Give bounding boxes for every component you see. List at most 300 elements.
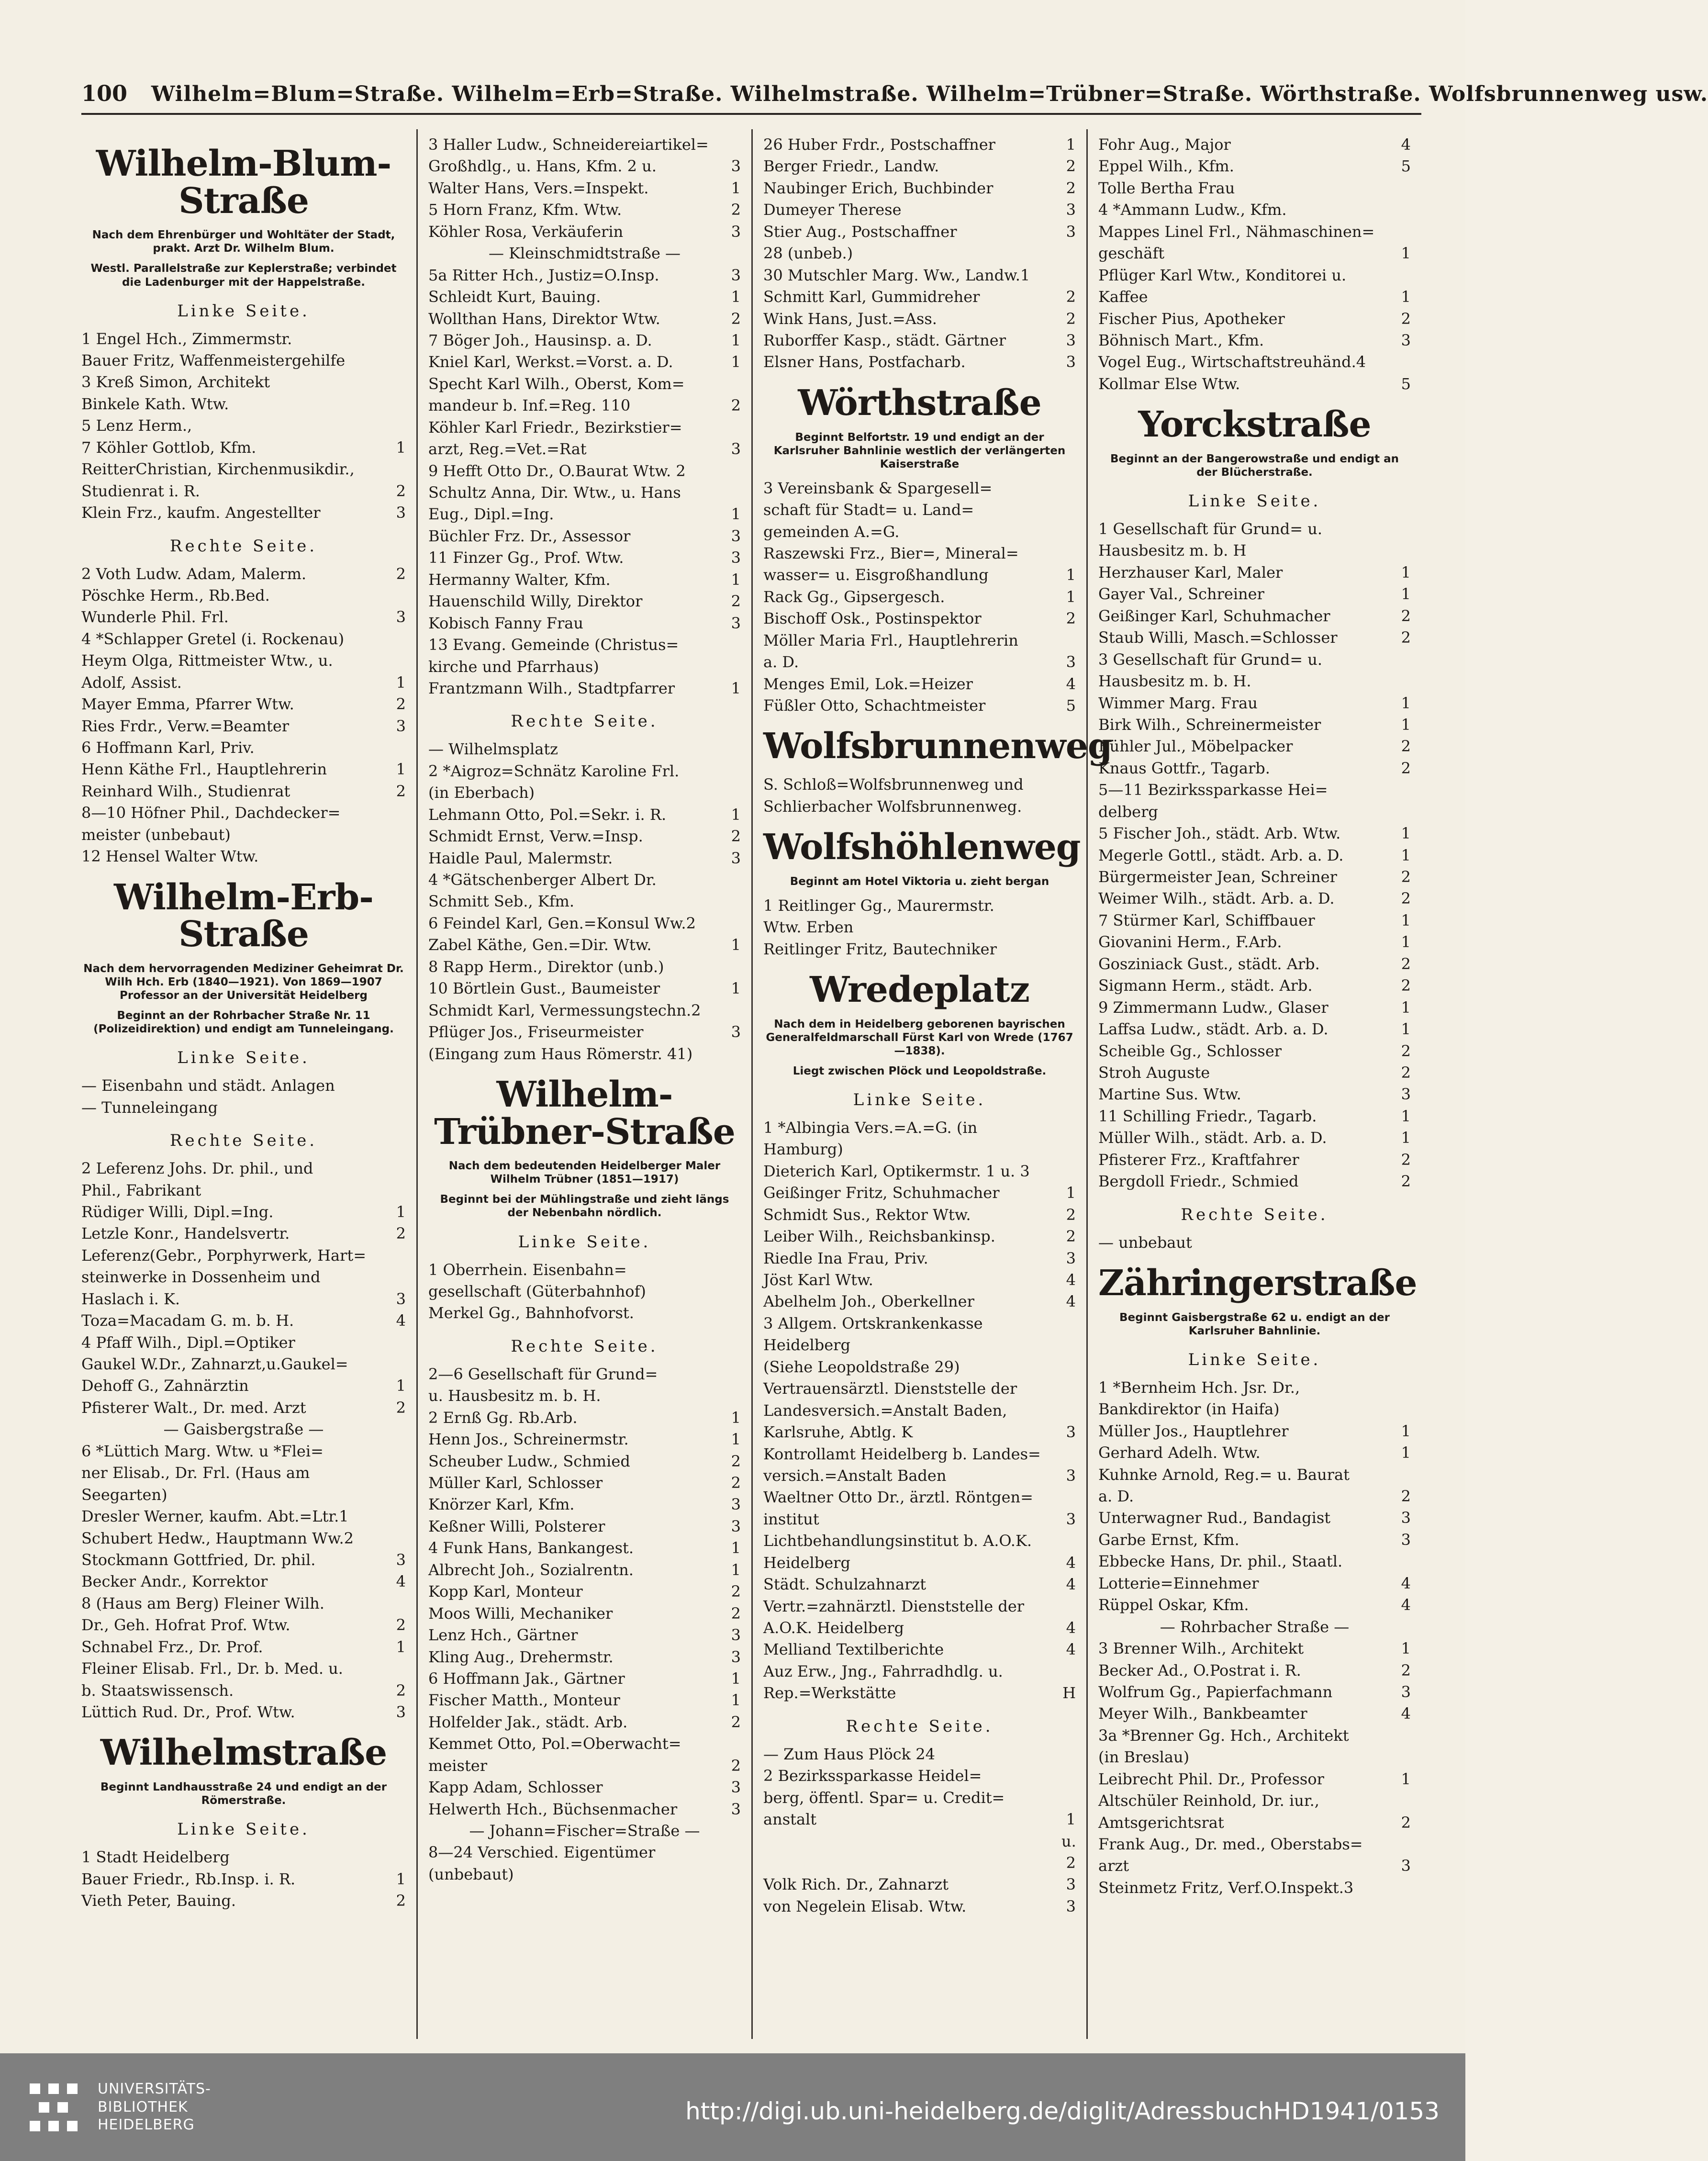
resident-entry [81,1869,406,1890]
resident-entry [763,695,1076,717]
street-description: Beginnt Landhausstraße 24 und endigt an der Römerstraße. [100,1781,387,1807]
resident-entry [763,1248,1076,1269]
floor-number: 3 [1066,1423,1076,1442]
floor-number: 1 [731,1691,741,1710]
side-heading: Rechte Seite. [169,536,318,556]
resident-text: Mayer Emma, Pfarrer Wtw. [81,695,294,714]
resident-entry [1098,1171,1411,1192]
floor-number: 2 [731,1713,741,1731]
floor-number: 3 [396,1703,406,1722]
resident-entry [428,978,741,999]
resident-entry [1098,605,1411,627]
resident-text: Bischoff Osk., Postinspektor [763,609,982,628]
resident-entry [1098,953,1411,975]
directory-line: Wtw. Erben [763,918,854,937]
resident-text: Hauenschild Willy, Direktor [428,592,643,611]
floor-number: 3 [1066,331,1076,349]
floor-number: 2 [1401,954,1411,973]
resident-text: Kniel Karl, Werkst.=Vorst. a. D. [428,353,673,371]
floor-number: 1 [731,288,741,306]
resident-text: Scheuber Ludw., Schmied [428,1452,630,1470]
resident-text: Henn Jos., Schreinermstr. [428,1430,629,1449]
floor-number: 3 [731,1800,741,1818]
directory-line: Dieterich Karl, Optikermstr. 1 u. 3 [763,1162,1030,1180]
resident-entry [428,1559,741,1581]
resident-text: Städt. Schulzahnarzt [763,1575,927,1594]
directory-line: Frank Aug., Dr. med., Oberstabs= [1098,1835,1363,1853]
resident-text: Kopp Karl, Monteur [428,1582,583,1601]
resident-text: Wink Hans, Just.=Ass. [763,309,937,328]
directory-line: Landesversich.=Anstalt Baden, [763,1401,1007,1420]
running-title: Wilhelm=Blum=Straße. Wilhelm=Erb=Straße. Wilhelmstraße. Wilhelm=Trübner=Straße. Wörthstraße. Wolfsbrunnenweg usw. [151,82,1708,106]
directory-line: 6 Hoffmann Karl, Priv. [81,739,255,757]
resident-entry [1098,1442,1411,1464]
resident-text: Müller Karl, Schlosser [428,1474,603,1492]
university-library-logo-icon [25,2079,82,2136]
directory-line: kirche und Pfarrhaus) [428,657,599,676]
resident-text: Bergdoll Friedr., Schmied [1098,1172,1299,1191]
resident-text: arzt [1098,1857,1129,1875]
directory-line: 3 Kreß Simon, Architekt [81,373,270,392]
side-heading: Rechte Seite. [169,1131,318,1151]
directory-line: 5—11 Bezirkssparkasse Hei= [1098,781,1328,799]
floor-number: 4 [1401,1574,1411,1592]
resident-text: Kaffee [1098,288,1148,306]
street-description: Beginnt bei der Mühlingstraße und zieht längs der Nebenbahn nördlich. [440,1193,729,1220]
resident-entry [428,178,741,199]
resident-text: Megerle Gottl., städt. Arb. a. D. [1098,846,1344,864]
resident-text: 5 Horn Franz, Kfm. Wtw. [428,201,622,219]
resident-entry [428,265,741,286]
floor-number: 2 [731,309,741,328]
street-description: Beginnt Gaisbergstraße 62 u. endigt an der Karlsruher Bahnlinie. [1119,1311,1390,1337]
resident-text: 9 Zimmermann Ludw., Glaser [1098,998,1328,1017]
resident-entry [81,759,406,780]
directory-line: 9 Hefft Otto Dr., O.Baurat Wtw. 2 [428,461,686,480]
floor-number: 1 [731,505,741,524]
floor-number: 2 [1066,309,1076,328]
resident-text: Helwerth Hch., Büchsenmacher [428,1800,678,1818]
resident-entry [763,1896,1076,1917]
floor-number: 1 [731,1430,741,1449]
resident-entry [763,1226,1076,1247]
resident-text: Letzle Konr., Handelsvertr. [81,1224,290,1243]
directory-line: Reitlinger Fritz, Bautechniker [763,940,997,958]
floor-number: 1 [731,331,741,349]
resident-text: Toza=Macadam G. m. b. H. [81,1311,294,1330]
resident-text: versich.=Anstalt Baden [763,1466,947,1485]
street-description: Nach dem in Heidelberg geborenen bayrischen Generalfeldmarschall Fürst Karl von Wrede (1767—1838). [766,1018,1073,1057]
directory-line: 6 Feindel Karl, Gen.=Konsul Ww.2 [428,914,696,932]
directory-line: Phil., Fabrikant [81,1181,201,1199]
floor-number: 1 [731,936,741,954]
floor-number: 3 [1401,1085,1411,1104]
floor-number: 1 [1401,715,1411,734]
resident-entry [1098,1127,1411,1149]
directory-line: Waeltner Otto Dr., ärztl. Röntgen= [763,1488,1033,1507]
street-description: Beginnt an der Bangerowstraße und endigt an der Blücherstraße. [1110,452,1399,479]
resident-text: Weimer Wilh., städt. Arb. a. D. [1098,889,1335,908]
floor-number: 3 [731,157,741,176]
floor-number: 1 [1401,1422,1411,1440]
floor-number: 3 [1066,1897,1076,1915]
resident-text: Reinhard Wilh., Studienrat [81,782,290,800]
resident-text: 7 Köhler Gottlob, Kfm. [81,438,257,457]
resident-entry [763,1182,1076,1204]
resident-entry [1098,1421,1411,1442]
street-heading: Yorckstraße [1138,404,1371,446]
directory-line: berg, öffentl. Spar= u. Credit= [763,1788,1005,1807]
directory-line: Vertr.=zahnärztl. Dienststelle der [763,1597,1025,1615]
floor-number: 3 [731,222,741,241]
resident-text: Birk Wilh., Schreinermeister [1098,715,1321,734]
resident-entry [81,1201,406,1223]
resident-text: 2 Ernß Gg. Rb.Arb. [428,1408,578,1427]
floor-number: 2 [731,592,741,611]
resident-text: Büchler Frz. Dr., Assessor [428,526,631,545]
resident-text: 26 Huber Frdr., Postschaffner [763,135,995,154]
resident-text: Rüdiger Willi, Dipl.=Ing. [81,1202,274,1221]
resident-entry [1098,931,1411,953]
resident-entry [81,1636,406,1658]
resident-entry [1098,308,1411,330]
resident-entry [763,1465,1076,1487]
floor-number: 4 [396,1572,406,1591]
resident-text: Dumeyer Therese [763,201,902,219]
floor-number: 1 [1401,846,1411,864]
resident-entry [81,1397,406,1419]
resident-text: 11 Finzer Gg., Prof. Wtw. [428,549,624,567]
directory-line: 3 Haller Ludw., Schneidereiartikel= [428,135,709,154]
directory-line: ReitterChristian, Kirchenmusikdir., [81,460,355,479]
resident-text: Moos Willi, Mechaniker [428,1604,613,1623]
floor-number: 2 [396,1892,406,1910]
resident-text: Holfelder Jak., städt. Arb. [428,1713,628,1731]
floor-number: 1 [1401,824,1411,843]
resident-entry [428,395,741,416]
resident-text: Böhnisch Mart., Kfm. [1098,331,1264,349]
directory-line: Heym Olga, Rittmeister Wtw., u. [81,651,333,670]
resident-text: 5 Fischer Joh., städt. Arb. Wtw. [1098,824,1341,843]
floor-number: 4 [1066,1619,1076,1637]
directory-line: 4 *Ammann Ludw., Kfm. [1098,201,1287,219]
directory-line: (in Breslau) [1098,1748,1190,1767]
floor-number: 2 [731,1756,741,1775]
resident-text: Laffsa Ludw., städt. Arb. a. D. [1098,1020,1328,1039]
floor-number: 1 [731,1539,741,1557]
floor-number: 2 [396,1681,406,1700]
resident-entry [428,826,741,847]
floor-number: 1 [1401,694,1411,712]
resident-text: Wunderle Phil. Frl. [81,608,229,627]
directory-line: Mappes Linel Frl., Nähmaschinen= [1098,222,1375,241]
floor-number: 3 [1401,1530,1411,1549]
directory-line: Merkel Gg., Bahnhofvorst. [428,1304,634,1322]
directory-line: 1 Stadt Heidelberg [81,1848,230,1867]
floor-number: 1 [1401,585,1411,604]
directory-line: Bauer Fritz, Waffenmeistergehilfe [81,351,346,369]
floor-number: H [1062,1684,1076,1702]
side-heading: Linke Seite. [518,1232,651,1252]
side-heading: Linke Seite. [177,1048,310,1068]
resident-entry [1098,1486,1411,1507]
directory-line: 1 *Bernheim Hch. Jsr. Dr., [1098,1378,1300,1397]
resident-entry [763,1809,1076,1874]
resident-text: Knörzer Karl, Kfm. [428,1495,575,1514]
resident-text: Studienrat i. R. [81,481,200,500]
resident-text: a. D. [763,653,799,672]
resident-text: b. Staatswissensch. [81,1681,234,1700]
floor-number: 1 [1401,1129,1411,1147]
resident-entry [1098,823,1411,844]
directory-line: Vertrauensärztl. Dienststelle der [763,1379,1017,1398]
resident-text: Melliand Textilberichte [763,1640,944,1659]
resident-text: Knaus Gottfr., Tagarb. [1098,759,1270,777]
resident-entry [1098,1855,1411,1877]
resident-text: Stier Aug., Postschaffner [763,222,957,241]
resident-entry [81,694,406,715]
directory-line: Kuhnke Arnold, Reg.= u. Baurat [1098,1465,1350,1484]
resident-entry [428,1451,741,1472]
resident-text: 11 Schilling Friedr., Tagarb. [1098,1107,1317,1125]
resident-text: Gerhard Adelh. Wtw. [1098,1444,1261,1462]
floor-number: 1 [1401,1639,1411,1658]
floor-number: 4 [396,1311,406,1330]
floor-number: 3 [1401,331,1411,349]
resident-entry [428,1624,741,1646]
resident-entry [763,1574,1076,1595]
floor-number: 1 [731,353,741,371]
resident-entry [763,1552,1076,1574]
side-heading: Rechte Seite. [1181,1205,1328,1224]
resident-entry [1098,866,1411,888]
floor-number: 1 [396,1870,406,1888]
resident-entry [81,563,406,585]
resident-entry [1098,1041,1411,1062]
directory-line: (in Eberbach) [428,784,535,802]
resident-text: Zabel Käthe, Gen.=Dir. Wtw. [428,936,652,954]
floor-number: 2 [1066,157,1076,176]
resident-entry [428,221,741,243]
resident-entry [763,178,1076,199]
directory-line: Heidelberg [763,1336,850,1355]
resident-text: Leibrecht Phil. Dr., Professor [1098,1769,1324,1788]
resident-entry [1098,1062,1411,1084]
resident-entry [81,716,406,737]
directory-line: 8 (Haus am Berg) Fleiner Wilh. [81,1594,324,1612]
resident-entry [81,1890,406,1912]
institution-name [98,2080,211,2134]
resident-text: 5a Ritter Hch., Justiz=O.Insp. [428,266,659,284]
floor-number: 2 [1401,309,1411,328]
resident-entry [1098,845,1411,866]
directory-line: Seegarten) [81,1485,167,1504]
floor-number: 2 [396,1224,406,1243]
floor-number: 3 [1066,201,1076,219]
floor-number: 3 [731,440,741,459]
resident-text: 7 Stürmer Karl, Schiffbauer [1098,911,1315,929]
resident-entry [81,1680,406,1702]
resident-text: Gosziniack Gust., städt. Arb. [1098,954,1320,973]
resident-entry [81,1288,406,1310]
resident-text: Großhdlg., u. Hans, Kfm. 2 u. [428,157,657,176]
street-heading: Wredeplatz [810,969,1029,1011]
floor-number: 3 [1066,1875,1076,1894]
floor-number: 1 [1401,998,1411,1017]
directory-line: Pflüger Karl Wtw., Konditorei u. [1098,266,1347,284]
resident-text: Menges Emil, Lok.=Heizer [763,674,973,693]
resident-text: Geißinger Karl, Schuhmacher [1098,606,1330,625]
resident-entry [428,1407,741,1429]
directory-line: 1 Engel Hch., Zimmermstr. [81,329,292,348]
resident-text: Adolf, Assist. [81,673,182,692]
resident-entry [428,613,741,634]
resident-text: Volk Rich. Dr., Zahnarzt [763,1875,949,1894]
side-heading: Rechte Seite. [511,1336,659,1356]
directory-line: 3 Gesellschaft für Grund= u. [1098,650,1323,669]
directory-line: Hausbesitz m. b. H [1098,541,1247,560]
side-heading: Linke Seite. [177,301,310,321]
floor-number: 4 [1066,1640,1076,1659]
resident-text: Pfisterer Frz., Kraftfahrer [1098,1150,1299,1169]
floor-number: 2 [396,782,406,800]
street-description: Nach dem bedeutenden Heidelberger Maler Wilhelm Trübner (1851—1917) [448,1160,721,1186]
street-heading: Wolfsbrunnenweg [763,726,1112,767]
resident-text: Frantzmann Wilh., Stadtpfarrer [428,679,675,697]
resident-entry [428,547,741,569]
resident-text: Meyer Wilh., Bankbeamter [1098,1704,1307,1723]
floor-number: 1 [1401,1107,1411,1125]
resident-entry [428,1668,741,1690]
street-description: Beginnt am Hotel Viktoria u. zieht bergan [790,875,1049,888]
resident-text: 6 Hoffmann Jak., Gärtner [428,1669,625,1688]
resident-text: Staub Willi, Masch.=Schlosser [1098,628,1338,647]
institution-line-1: UNIVERSITÄTS- [98,2081,211,2098]
column-2 [416,129,751,2039]
floor-number: 1 [731,1560,741,1579]
resident-entry [428,591,741,612]
resident-entry [763,1291,1076,1312]
resident-text: Füßler Otto, Schachtmeister [763,696,986,715]
street-heading: Wilhelmstraße [100,1732,387,1774]
directory-line: 4 *Gätschenberger Albert Dr. [428,871,657,889]
directory-line: 6 *Lüttich Marg. Wtw. u *Flei= [81,1442,324,1460]
street-description: Beginnt an der Rohrbacher Straße Nr. 11 (Polizeidirektion) und endigt am Tunneleingang. [93,1009,394,1036]
resident-entry [428,330,741,351]
floor-number: 1 [396,1377,406,1395]
resident-entry [1098,1660,1411,1681]
floor-number: 3 [1066,353,1076,371]
floor-number: 1 [1066,566,1076,584]
directory-line: — unbebaut [1098,1233,1192,1252]
resident-text: Kollmar Else Wtw. [1098,374,1240,393]
resident-text: Henn Käthe Frl., Hauptlehrerin [81,760,327,779]
resident-text: Unterwagner Rud., Bandagist [1098,1509,1331,1527]
resident-entry [81,481,406,502]
document-url-link[interactable]: http://digi.ub.uni-heidelberg.de/diglit/AdressbuchHD1941/0153 [685,2097,1440,2125]
resident-text: Lenz Hch., Gärtner [428,1626,578,1645]
directory-line: (unbebaut) [428,1865,514,1883]
resident-entry [1098,156,1411,177]
resident-text: 3 Brenner Wilh., Architekt [1098,1639,1304,1658]
resident-entry [1098,286,1411,308]
resident-text: Wolfrum Gg., Papierfachmann [1098,1682,1333,1701]
resident-text: Lehmann Otto, Pol.=Sekr. i. R. [428,805,667,824]
floor-number: 2 [396,481,406,500]
resident-text: Schmidt Sus., Rektor Wtw. [763,1205,971,1224]
floor-number: 2 [1401,1041,1411,1060]
resident-entry [428,804,741,826]
resident-entry [428,308,741,330]
resident-text: Becker Ad., O.Postrat i. R. [1098,1661,1301,1680]
column-4 [1086,129,1421,2039]
directory-line: Leferenz(Gebr., Porphyrwerk, Hart= [81,1246,367,1265]
directory-line: 4 Pfaff Wilh., Dipl.=Optiker [81,1333,295,1352]
floor-number: 1 [1401,244,1411,263]
directory-line: Kemmet Otto, Pol.=Oberwacht= [428,1735,681,1753]
side-heading: Linke Seite. [853,1090,986,1109]
side-heading: Linke Seite. [1188,1350,1321,1369]
floor-number: 3 [1066,1249,1076,1267]
resident-entry [763,199,1076,221]
floor-number: 3 [731,614,741,632]
column-3 [751,129,1112,2039]
resident-entry [81,1375,406,1397]
resident-entry [428,1494,741,1515]
resident-text: Haidle Paul, Malermstr. [428,849,613,867]
floor-number: 1 [731,570,741,589]
resident-text: wasser= u. Eisgroßhandlung [763,566,989,584]
resident-text: Schmidt Ernst, Verw.=Insp. [428,827,643,846]
resident-text: Dr., Geh. Hofrat Prof. Wtw. [81,1616,290,1635]
floor-number: 1 [1066,1184,1076,1202]
floor-number: 3 [731,526,741,545]
directory-line: Schmidt Karl, Vermessungstechn.2 [428,1001,701,1019]
resident-entry [428,1516,741,1537]
floor-number: 2 [396,1398,406,1417]
directory-line: 2 Bezirkssparkasse Heidel= [763,1767,982,1785]
resident-entry [81,672,406,694]
resident-text: Albrecht Joh., Sozialrentn. [428,1560,634,1579]
resident-text: institut [763,1510,819,1528]
resident-text: Rep.=Werkstätte [763,1684,896,1702]
directory-line: 5 Lenz Herm., [81,416,192,435]
resident-text: Naubinger Erich, Buchbinder [763,179,994,197]
resident-entry [1098,975,1411,997]
floor-number: 1 [1401,1020,1411,1039]
resident-text: Dehoff G., Zahnärztin [81,1377,249,1395]
directory-line: Fleiner Elisab. Frl., Dr. b. Med. u. [81,1659,343,1678]
resident-entry [763,564,1076,586]
directory-line: gesellschaft (Güterbahnhof) [428,1282,646,1300]
resident-text: von Negelein Elisab. Wtw. [763,1897,967,1915]
street-heading: Zähringerstraße [1098,1263,1417,1304]
floor-number: 2 [1401,889,1411,908]
resident-text: Berger Friedr., Landw. [763,157,939,176]
street-description: Nach dem hervorragenden Mediziner Geheimrat Dr. Wilh Hch. Erb (1840—1921). Von 1869—1907 Professor an der Universität Heidelberg [83,963,404,1002]
directory-line: 2 Leferenz Johs. Dr. phil., und [81,1159,313,1178]
resident-text: Rack Gg., Gipsergesch. [763,587,945,606]
resident-text: Heidelberg [763,1553,850,1572]
floor-number: 2 [731,1474,741,1492]
directory-line: — Wilhelmsplatz [428,740,558,759]
directory-line: Specht Karl Wilh., Oberst, Kom= [428,374,685,393]
directory-line: 8 Rapp Herm., Direktor (unb.) [428,957,664,976]
cross-street-marker: — Johann=Fischer=Straße — [469,1822,700,1840]
directory-line: — Zum Haus Plöck 24 [763,1745,935,1763]
resident-entry [1098,714,1411,736]
floor-number: 2 [1401,868,1411,886]
